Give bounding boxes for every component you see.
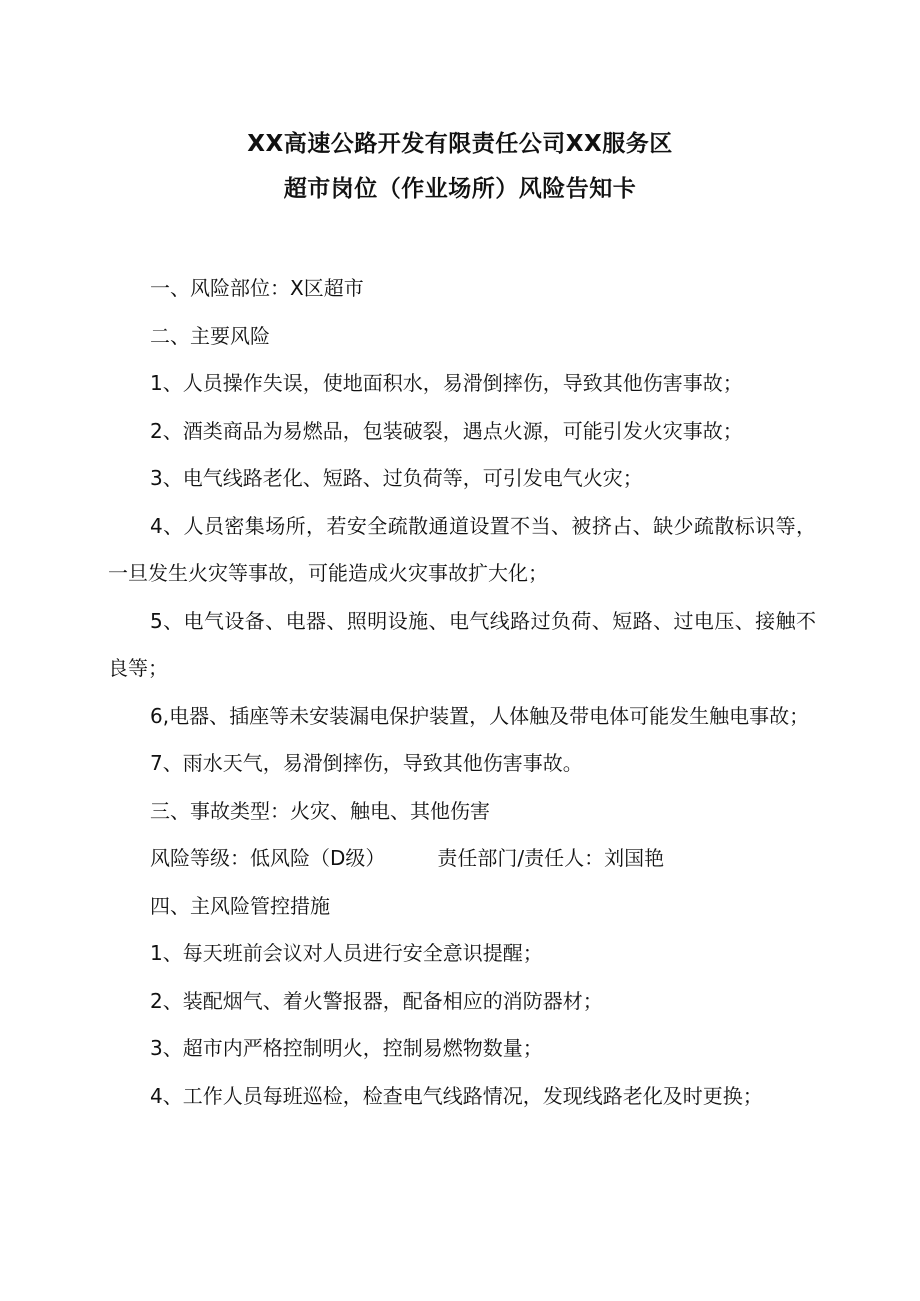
measure-item-1: 1、每天班前会议对人员进行安全意识提醒； [150, 941, 543, 965]
risk-item-2: 2、酒类商品为易燃品，包装破裂，遇点火源，可能引发火灾事故； [150, 418, 743, 443]
measure-item-4: 4、工作人员每班巡检，检查电气线路情况，发现线路老化及时更换； [150, 1083, 763, 1108]
section-accident-types: 三、事故类型：火灾、触电、其他伤害 [150, 798, 490, 823]
document-title-line2: 超市岗位（作业场所）风险告知卡 [283, 176, 637, 202]
section-control-measures-heading: 四、主风险管控措施 [150, 893, 330, 918]
measure-item-3: 3、超市内严格控制明火，控制易燃物数量； [150, 1036, 543, 1060]
risk-item-6: 6,电器、插座等未安装漏电保护装置，人体触及带电体可能发生触电事故； [150, 703, 810, 728]
measure-item-2: 2、装配烟气、着火警报器，配备相应的消防器材； [150, 988, 603, 1013]
risk-item-1: 1、人员操作失误，使地面积水，易滑倒摔伤，导致其他伤害事故； [150, 371, 743, 395]
document-title-line1: XX高速公路开发有限责任公司XX服务区 [247, 131, 673, 157]
responsible-person: 责任部门/责任人：刘国艳 [437, 846, 665, 870]
risk-level-row [108, 835, 816, 883]
risk-item-3: 3、电气线路老化、短路、过负荷等，可引发电气火灾； [150, 466, 643, 490]
risk-level: 风险等级：低风险（D级） [150, 846, 386, 870]
risk-item-4: 4、人员密集场所，若安全疏散通道设置不当、被挤占、缺少疏散标识等，一旦发生火灾等事故，可能造成火灾事故扩大化； [108, 513, 816, 585]
section-risk-location: 一、风险部位：X区超市 [150, 276, 364, 300]
section-main-risks-heading: 二、主要风险 [150, 323, 270, 348]
risk-item-7: 7、雨水天气，易滑倒摔伤，导致其他伤害事故。 [150, 751, 583, 775]
risk-item-5: 5、电气设备、电器、照明设施、电气线路过负荷、短路、过电压、接触不良等； [108, 608, 816, 680]
document-body [108, 265, 816, 1120]
